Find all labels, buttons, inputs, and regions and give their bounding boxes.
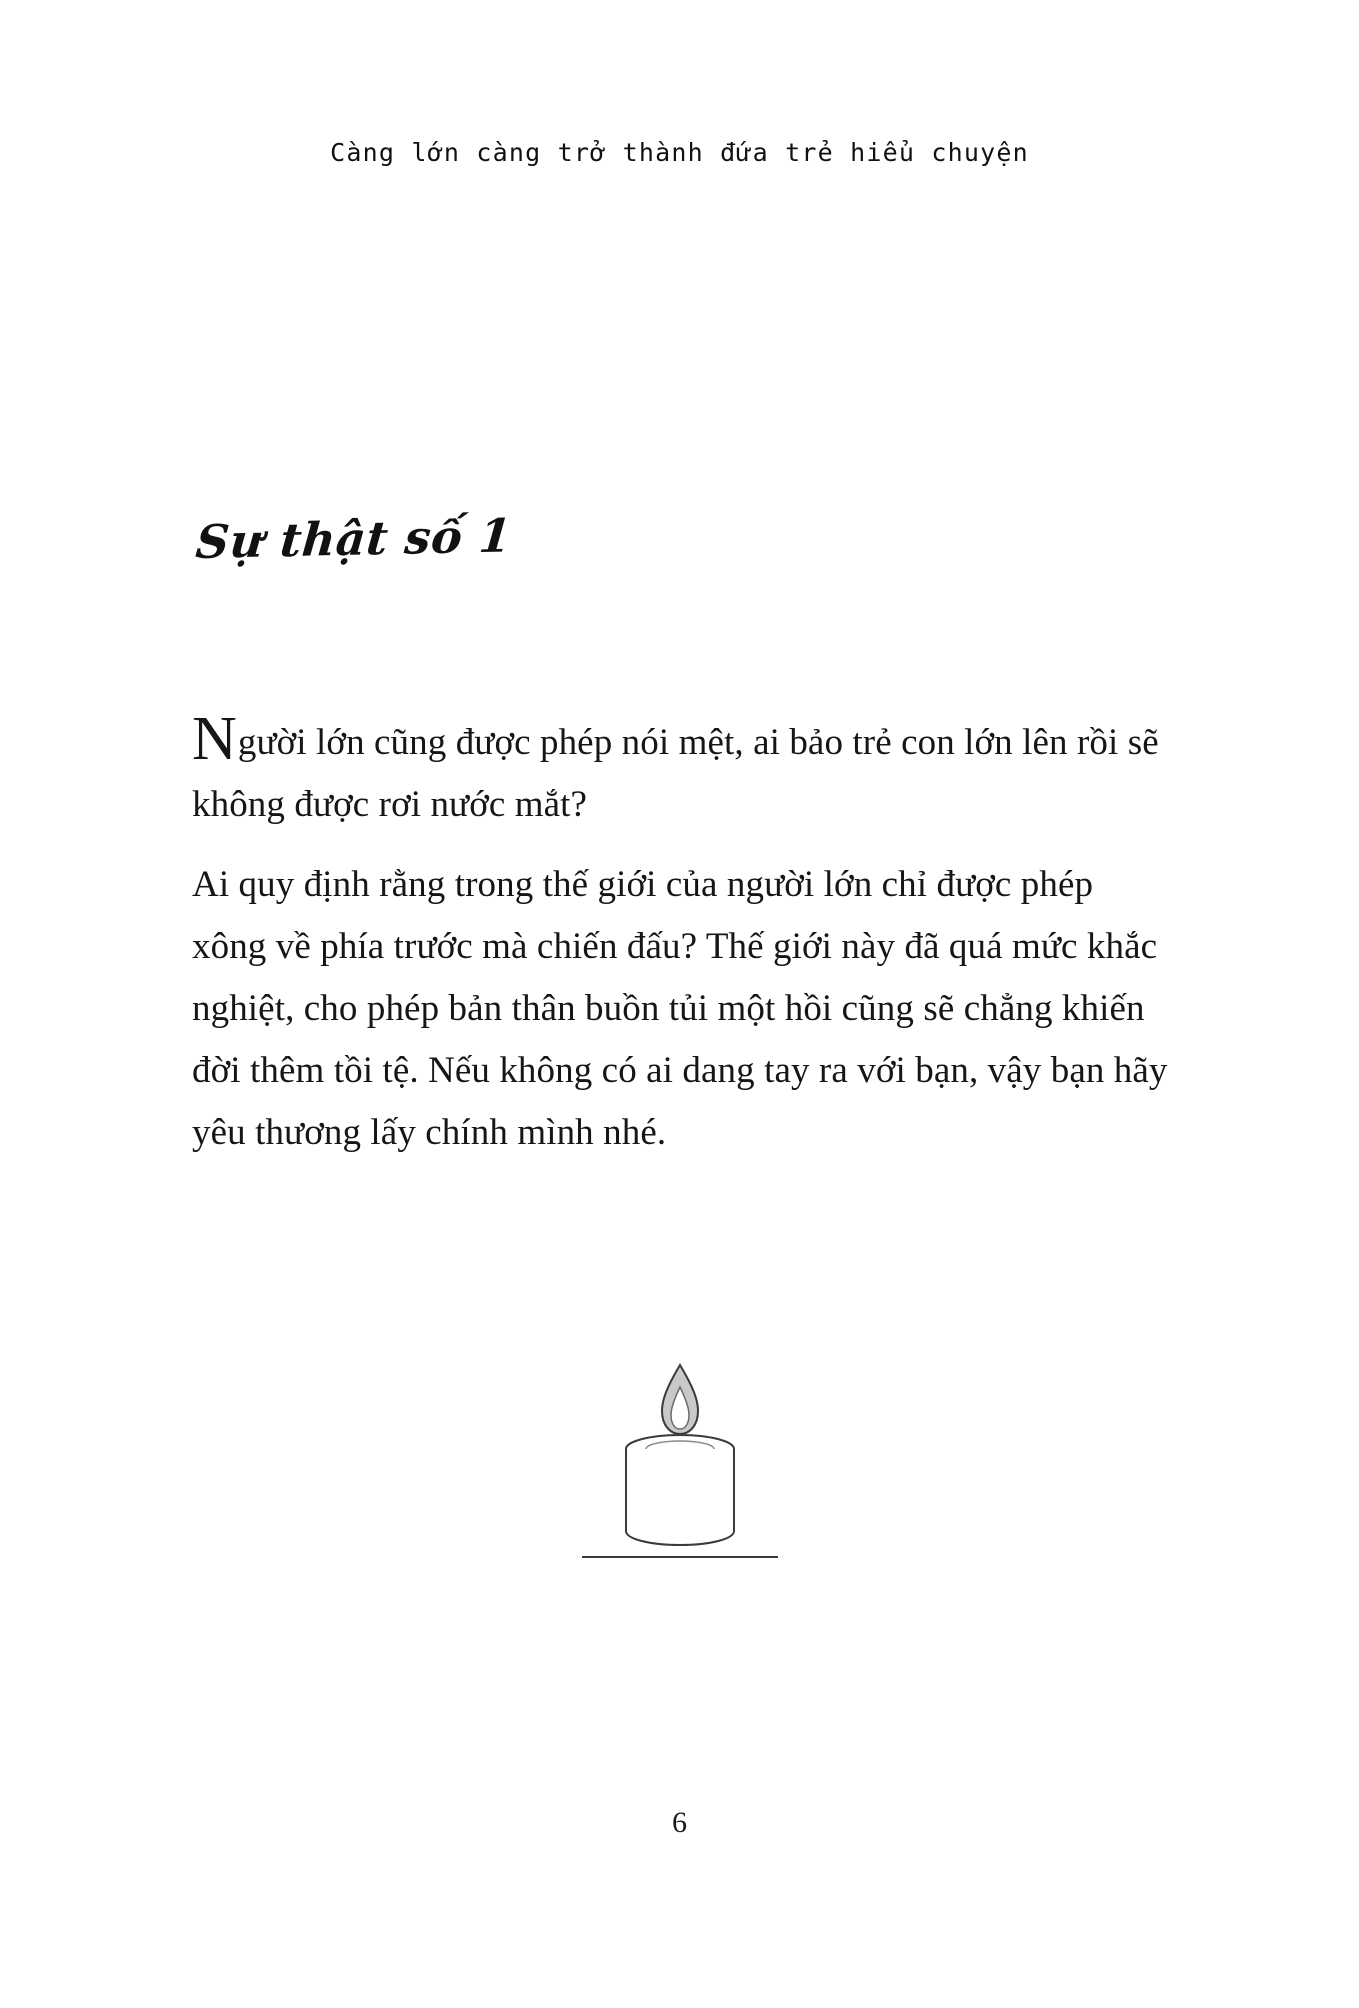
paragraph-text: gười lớn cũng được phép nói mệt, ai bảo trẻ con lớn lên rồi sẽ không được rơi nước mắt? <box>192 722 1159 825</box>
page-number: 6 <box>672 1806 687 1839</box>
section-heading: Sự thật số 1 <box>193 508 514 569</box>
candle-ornament <box>0 1345 1359 1585</box>
paragraph <box>192 705 1172 836</box>
candle-icon <box>550 1345 810 1585</box>
paragraph-text: Ai quy định rằng trong thế giới của người lớn chỉ được phép xông về phía trước mà chiến đấu? Thế giới này đã quá mức khắc nghiệt, cho phép bản thân buồn tủi một hồi cũng sẽ chẳng khiến đời thêm tồi tệ. Nếu không có ai dang tay ra với bạn, vậy bạn hãy yêu thương lấy chính mình nhé. <box>192 864 1168 1153</box>
body-text <box>192 705 1172 1182</box>
drop-cap: N <box>192 705 237 773</box>
paragraph <box>192 854 1172 1164</box>
running-head: Càng lớn càng trở thành đứa trẻ hiểu chuyện <box>330 138 1029 167</box>
